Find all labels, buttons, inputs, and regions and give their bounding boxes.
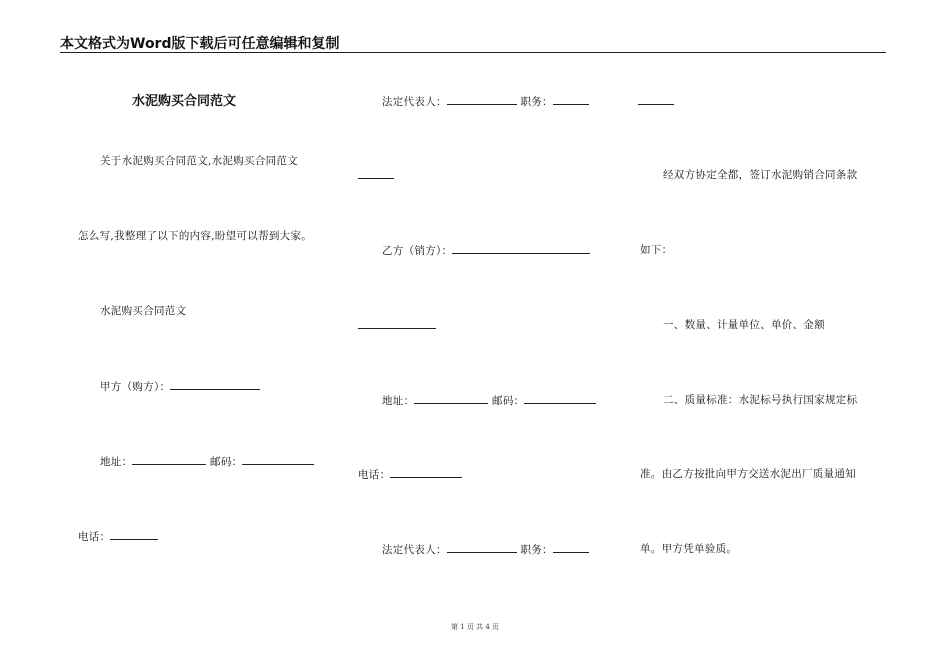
party-a-line [100, 379, 260, 394]
address-line-b [382, 393, 596, 408]
postcode-label: 邮码： [210, 456, 243, 468]
clause-1-heading: 一、数量、计量单位、单价、金额 [663, 319, 825, 331]
agreement-line-1: 经双方协定全都，签订水泥购销合同条款 [663, 169, 858, 181]
page-header: 本文格式为Word版下载后可任意编辑和复制 [60, 36, 340, 52]
position-blank [553, 542, 589, 553]
party-b-label: 乙方（销方）： [382, 245, 453, 257]
col3-continuation-line [638, 94, 674, 109]
phone-blank [390, 467, 462, 478]
legal-rep-blank [447, 94, 517, 105]
postcode-blank [242, 454, 314, 465]
clause-2-line-3: 单。甲方凭单验质。 [640, 543, 738, 555]
address-blank [414, 393, 488, 404]
clause-2-line-2: 准。由乙方按批向甲方交送水泥出厂质量通知 [640, 468, 856, 480]
address-line-a [100, 454, 314, 469]
party-b-continuation-blank [358, 318, 436, 329]
clause-2-line-1: 二、质量标准：水泥标号执行国家规定标 [663, 394, 858, 406]
header-divider [60, 52, 886, 53]
continuation-blank-line [358, 168, 394, 183]
address-blank [132, 454, 206, 465]
postcode-label: 邮码： [492, 395, 525, 407]
agreement-line-2: 如下： [640, 244, 673, 256]
legal-rep-label: 法定代表人： [382, 96, 447, 108]
phone-line-a [78, 529, 158, 544]
phone-label: 电话： [78, 531, 111, 543]
address-label: 地址： [382, 395, 415, 407]
party-b-blank [452, 243, 590, 254]
postcode-blank [524, 393, 596, 404]
phone-label: 电话： [358, 469, 391, 481]
document-title: 水泥购买合同范文 [132, 94, 237, 109]
legal-rep-line-a [382, 94, 589, 109]
col3-continuation-blank [638, 94, 674, 105]
intro-line-1: 关于水泥购买合同范文,水泥购买合同范文 [100, 155, 299, 167]
phone-blank [110, 529, 158, 540]
party-b-continuation-line [358, 318, 436, 333]
section-subtitle: 水泥购买合同范文 [100, 305, 187, 317]
party-b-line [382, 243, 590, 258]
legal-rep-line-b [382, 542, 589, 557]
phone-line-b [358, 467, 462, 482]
legal-rep-blank [447, 542, 517, 553]
party-a-blank [170, 379, 260, 390]
address-label: 地址： [100, 456, 133, 468]
intro-line-2: 怎么写,我整理了以下的内容,盼望可以帮到大家。 [78, 230, 313, 242]
position-label: 职务： [520, 544, 553, 556]
legal-rep-label: 法定代表人： [382, 544, 447, 556]
party-a-label: 甲方（购方）： [100, 381, 171, 393]
continuation-blank [358, 168, 394, 179]
position-blank [553, 94, 589, 105]
page-number: 第 1 页 共 4 页 [450, 623, 500, 631]
position-label: 职务： [520, 96, 553, 108]
